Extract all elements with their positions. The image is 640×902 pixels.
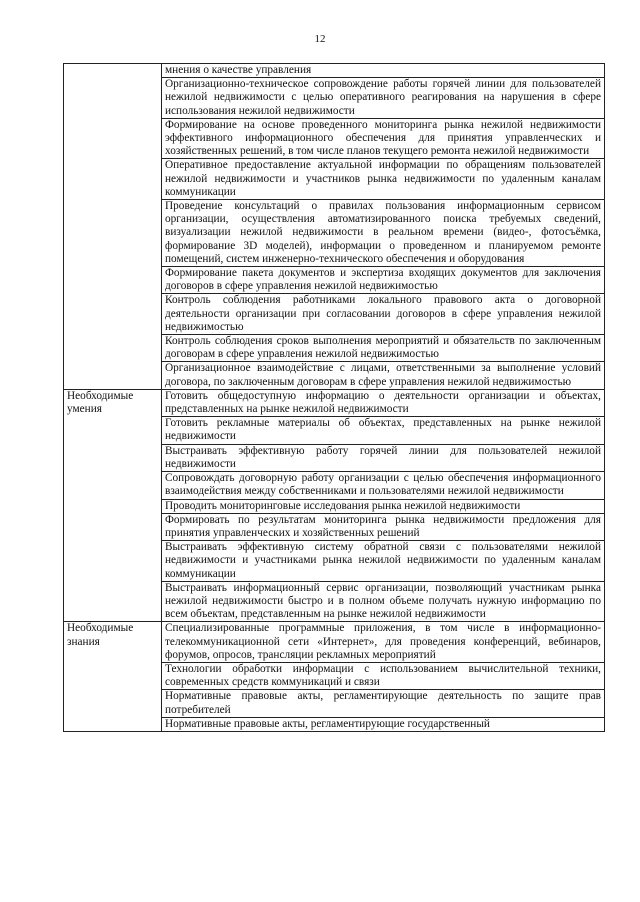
requirement-item: мнения о качестве управления bbox=[162, 64, 605, 78]
requirement-item: Формировать по результатам мониторинга рынка недвижимости предложения для принятия управленческих и хозяйственных решений bbox=[162, 513, 605, 540]
requirement-item: Нормативные правовые акты, регламентирующие государственный bbox=[162, 717, 605, 731]
requirement-item: Контроль соблюдения работниками локального правового акта о договорной деятельности организации при согласовании договоров в сфере управления нежилой недвижимостью bbox=[162, 294, 605, 335]
requirement-item: Готовить рекламные материалы об объектах, представленных на рынке нежилой недвижимости bbox=[162, 417, 605, 444]
requirement-item: Технологии обработки информации с использованием вычислительной техники, современных средств коммуникаций и связи bbox=[162, 662, 605, 689]
requirement-item: Формирование на основе проведенного мониторинга рынка нежилой недвижимости эффективного информационного обеспечения для принятия управленческих и хозяйственных решений, в том числе планов текущего ремонта нежилой недвижимости bbox=[162, 118, 605, 159]
table-row bbox=[64, 389, 605, 416]
requirement-item: Организационно-техническое сопровождение работы горячей линии для пользователей нежилой недвижимости с целью оперативного реагирования на нарушения в сфере использования нежилой недвижимости bbox=[162, 78, 605, 119]
table-row bbox=[64, 622, 605, 663]
requirements-table-body bbox=[64, 64, 605, 732]
page-number: 12 bbox=[314, 33, 326, 45]
requirement-item: Контроль соблюдения сроков выполнения мероприятий и обязательств по заключенным договорам в сфере управления нежилой недвижимостью bbox=[162, 335, 605, 362]
requirement-item: Формирование пакета документов и экспертиза входящих документов для заключения договоров в сфере управления нежилой недвижимостью bbox=[162, 267, 605, 294]
requirement-item: Нормативные правовые акты, регламентирующие деятельность по защите прав потребителей bbox=[162, 690, 605, 717]
requirement-item: Проводить мониторинговые исследования рынка нежилой недвижимости bbox=[162, 499, 605, 513]
section-label: Необходимые знания bbox=[64, 622, 162, 732]
requirement-item: Выстраивать эффективную работу горячей линии для пользователей нежилой недвижимости bbox=[162, 444, 605, 471]
section-label: Необходимые умения bbox=[64, 389, 162, 621]
requirement-item: Сопровождать договорную работу организации с целью обеспечения информационного взаимодействия между собственниками и пользователями нежилой недвижимости bbox=[162, 472, 605, 499]
requirements-table bbox=[63, 63, 605, 732]
requirement-item: Специализированные программные приложения, в том числе в информационно-телекоммуникационной сети «Интернет», для проведения конференций, вебинаров, форумов, опросов, трансляции рекламных мероприятий bbox=[162, 622, 605, 663]
requirement-item: Выстраивать информационный сервис организации, позволяющий участникам рынка нежилой недвижимости быстро и в полном объеме получать нужную информацию по всем объектам, представленным на рынке нежилой недвижимости bbox=[162, 581, 605, 622]
requirement-item: Оперативное предоставление актуальной информации по обращениям пользователей нежилой недвижимости и участников рынка недвижимости по удаленным каналам коммуникации bbox=[162, 159, 605, 200]
requirement-item: Организационное взаимодействие с лицами, ответственными за выполнение условий договора, по заключенным договорам в сфере управления нежилой недвижимостью bbox=[162, 362, 605, 389]
requirement-item: Выстраивать эффективную систему обратной связи с пользователями нежилой недвижимости и участниками рынка нежилой недвижимости по удаленным каналам коммуникации bbox=[162, 541, 605, 582]
table-row bbox=[64, 64, 605, 78]
requirement-item: Проведение консультаций о правилах пользования информационным сервисом организации, осуществления автоматизированного поиска требуемых сведений, визуализации нежилой недвижимости в реальном времени (видео-, фотосъёмка, формирование 3D моделей), информации о проведенном и планируемом ремонте помещений, систем инженерно-технического обеспечения и оборудования bbox=[162, 200, 605, 267]
requirement-item: Готовить общедоступную информацию о деятельности организации и объектах, представленных на рынке нежилой недвижимости bbox=[162, 389, 605, 416]
section-label bbox=[64, 64, 162, 390]
